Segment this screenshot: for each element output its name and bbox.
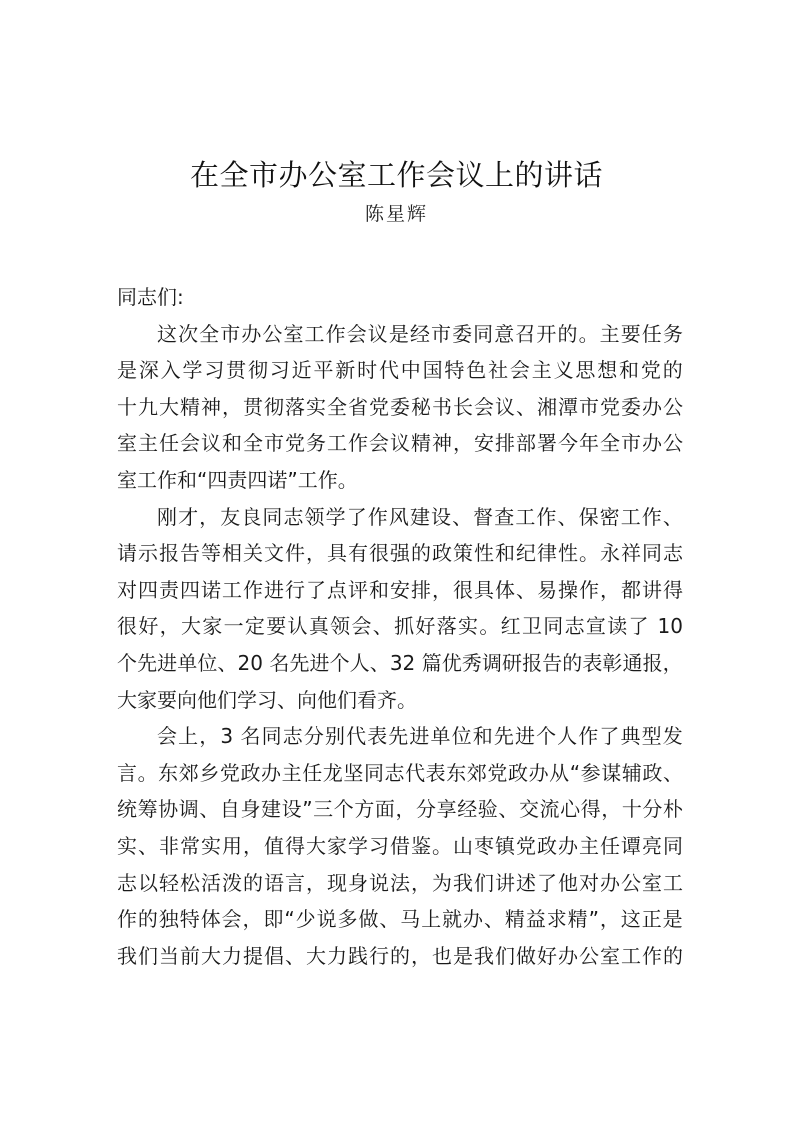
paragraph-2 [117, 499, 683, 719]
document-title: 在全市办公室工作会议上的讲话 [189, 158, 603, 192]
paragraph-3 [117, 718, 683, 974]
line-text: 十 九 大 精 神 ， 贯 彻 落 实 全 省 党 委 秘 书 长 会 议 、 湘 潭 市 党 委 办 公 [117, 394, 683, 419]
line-text: 统 筹 协 调 、 自 身 建 设 ” 三 个 方 面 ， 分 享 经 验 、 交 流 心 得 ， 十 分 朴 [117, 797, 683, 822]
text-line [117, 682, 683, 719]
line-text: 室工作和“四责四诺”工作。 [117, 467, 358, 492]
paragraph-1 [117, 316, 683, 499]
text-line [117, 901, 683, 938]
text-line [117, 718, 683, 755]
text-line [117, 462, 683, 499]
line-text: 室 主 任 会 议 和 全 市 党 务 工 作 会 议 精 神 ， 安 排 部 署 今 年 全 市 办 公 [117, 431, 683, 456]
text-line [117, 791, 683, 828]
line-text: 实 、 非 常 实 用 ， 值 得 大 家 学 习 借 鉴 。 山 枣 镇 党 政 办 主 任 谭 亮 同 [117, 833, 683, 858]
text-line [117, 645, 683, 682]
salutation [117, 279, 683, 316]
line-text: 对 四 责 四 诺 工 作 进 行 了 点 评 和 安 排 ， 很 具 体 、 易 操 作 ， 都 讲 得 [117, 577, 683, 602]
text-line [117, 389, 683, 426]
text-line [117, 938, 683, 975]
line-text: 会 上 ， 3 名 同 志 分 别 代 表 先 进 单 位 和 先 进 个 人 作 了 典 型 发 [157, 724, 683, 749]
line-text: 这 次 全 市 办 公 室 工 作 会 议 是 经 市 委 同 意 召 开 的 。 主 要 任 务 [157, 321, 683, 346]
line-text: 言 。 东 郊 乡 党 政 办 主 任 龙 坚 同 志 代 表 东 郊 党 政 办 从 “ 参 谋 辅 政 、 [117, 760, 683, 785]
line-text: 我 们 当 前 大 力 提 倡 、 大 力 践 行 的 ， 也 是 我 们 做 好 办 公 室 工 作 的 [117, 943, 683, 968]
text-line [117, 572, 683, 609]
line-text: 很 好 ， 大 家 一 定 要 认 真 领 会 、 抓 好 落 实 。 红 卫 同 志 宣 读 了 10 [117, 614, 683, 639]
text-line [117, 828, 683, 865]
text-line [117, 535, 683, 572]
document-body [117, 279, 683, 974]
line-text: 刚 才 ， 友 良 同 志 领 学 了 作 风 建 设 、 督 查 工 作 、 保 密 工 作 、 [157, 504, 683, 529]
text-line [117, 425, 683, 462]
line-text: 志 以 轻 松 活 泼 的 语 言 ， 现 身 说 法 ， 为 我 们 讲 述 了 他 对 办 公 室 工 [117, 870, 683, 895]
text-line [117, 316, 683, 353]
line-text: 请 示 报 告 等 相 关 文 件 ， 具 有 很 强 的 政 策 性 和 纪 律 性 。 永 祥 同 志 [117, 541, 683, 566]
line-text: 大家要向他们学习、向他们看齐。 [117, 687, 417, 712]
text-line [117, 755, 683, 792]
line-text: 是 深 入 学 习 贯 彻 习 近 平 新 时 代 中 国 特 色 社 会 主 义 思 想 和 党 的 [117, 358, 683, 383]
salutation-text: 同志们: [117, 285, 184, 309]
text-line [117, 352, 683, 389]
line-text: 个 先 进 单 位 、 20 名 先 进 个 人 、 32 篇 优 秀 调 研 报 告 的 表 彰 通 报 ， [117, 650, 683, 675]
text-line [117, 865, 683, 902]
line-text: 作 的 独 特 体 会 ， 即 “ 少 说 多 做 、 马 上 就 办 、 精 益 求 精 ” ， 这 正 是 [117, 907, 683, 932]
text-line [117, 608, 683, 645]
text-line [117, 499, 683, 536]
author-name: 陈星辉 [364, 203, 428, 225]
